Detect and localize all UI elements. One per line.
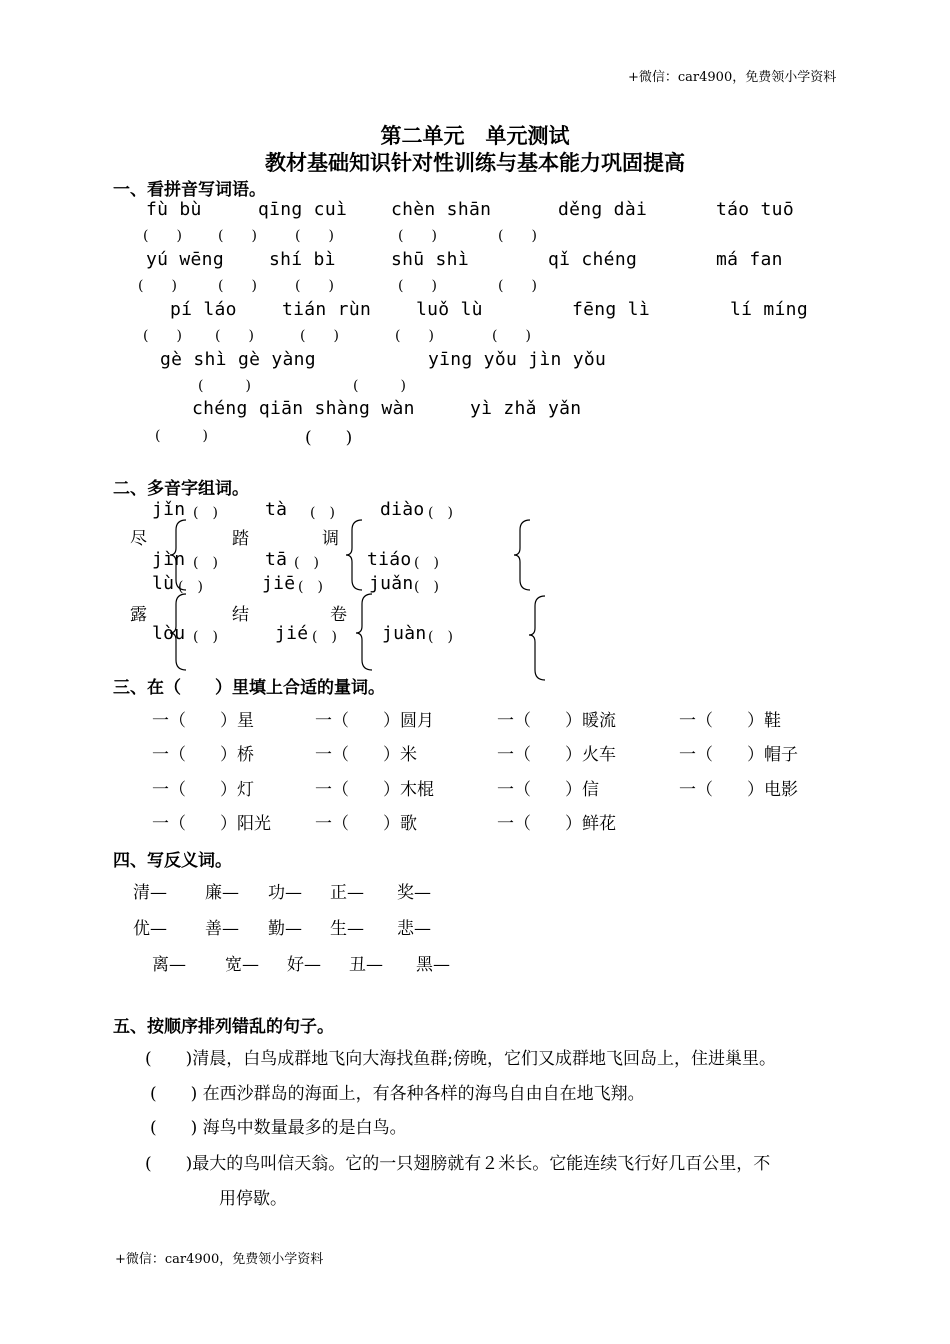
answer-blank[interactable]: ( ) (428, 629, 453, 645)
left-brace (356, 594, 372, 670)
polyphone-char: 调 (322, 529, 339, 549)
antonym-item: 离— (152, 955, 186, 975)
answer-blank[interactable]: ( ) (395, 328, 434, 344)
measure-item: 一（ ）帽子 (679, 745, 798, 765)
antonym-item: 善— (205, 919, 239, 939)
reading: jiē (262, 573, 296, 594)
answer-blank[interactable]: ( ) (498, 278, 537, 294)
sentence: ( ) 在西沙群岛的海面上，有各种各样的海鸟自由自在地飞翔。 (150, 1084, 645, 1104)
polyphone-char: 卷 (330, 605, 347, 625)
left-brace (346, 520, 362, 590)
measure-item: 一（ ）木棍 (315, 780, 434, 800)
antonym-item: 生— (330, 919, 364, 939)
antonym-item: 悲— (397, 919, 431, 939)
pinyin: yì zhǎ yǎn (470, 398, 582, 419)
section-2-heading: 二、多音字组词。 (113, 479, 249, 499)
pinyin: fù bù (146, 199, 202, 220)
answer-blank[interactable]: ( ) (414, 579, 439, 595)
answer-blank[interactable]: ( ) (398, 278, 437, 294)
answer-blank[interactable]: ( ) (193, 629, 218, 645)
section-1-heading: 一、看拼音写词语。 (113, 180, 266, 200)
pinyin: lí míng (730, 299, 808, 320)
polyphone-char: 结 (232, 605, 249, 625)
answer-blank[interactable]: ( ) (498, 228, 537, 244)
answer-blank[interactable]: ( ) (193, 555, 218, 571)
answer-blank[interactable]: ( ) (492, 328, 531, 344)
pinyin: qīng cuì (258, 199, 348, 220)
measure-item: 一（ ）暖流 (497, 711, 616, 731)
reading: jìn (152, 549, 186, 570)
measure-item: 一（ ）圆月 (315, 711, 434, 731)
sentence: ( )最大的鸟叫信天翁。它的一只翅膀就有２米长。它能连续飞行好几百公里，不 (145, 1154, 771, 1174)
reading: lòu (152, 623, 186, 644)
measure-item: 一（ ）信 (497, 780, 599, 800)
reading: jié (275, 623, 309, 644)
answer-blank[interactable]: ( ) (198, 378, 251, 394)
left-brace (529, 596, 545, 680)
answer-blank[interactable]: ( ) (312, 629, 337, 645)
page-subtitle: 教材基础知识针对性训练与基本能力巩固提高 (265, 150, 685, 175)
answer-blank[interactable]: ( ) (398, 228, 437, 244)
reading: jǐn (152, 499, 186, 520)
left-brace (170, 594, 186, 670)
measure-item: 一（ ）鲜花 (497, 814, 616, 834)
answer-blank[interactable]: ( ) (178, 579, 203, 595)
antonym-item: 黑— (416, 955, 450, 975)
measure-item: 一（ ）电影 (679, 780, 798, 800)
header-note: +微信：car4900，免费领小学资料 (628, 70, 837, 85)
answer-blank[interactable]: ( ) (300, 328, 339, 344)
answer-blank[interactable]: ( ) (428, 505, 453, 521)
answer-blank[interactable]: ( ) (310, 505, 335, 521)
pinyin: luǒ lù (416, 299, 483, 320)
reading: juǎn (369, 573, 414, 594)
sentence: 用停歇。 (219, 1189, 287, 1209)
pinyin: shū shì (391, 249, 469, 270)
answer-blank[interactable]: ( ) (295, 278, 334, 294)
section-5-heading: 五、按顺序排列错乱的句子。 (113, 1017, 334, 1037)
polyphone-char: 尽 (130, 529, 147, 549)
antonym-item: 廉— (205, 883, 239, 903)
answer-blank[interactable]: ( ) (143, 328, 182, 344)
pinyin: gè shì gè yàng (160, 349, 316, 370)
measure-item: 一（ ）鞋 (679, 711, 781, 731)
pinyin: táo tuō (716, 199, 794, 220)
measure-item: 一（ ）米 (315, 745, 417, 765)
pinyin: děng dài (558, 199, 648, 220)
pinyin: fēng lì (572, 299, 650, 320)
antonym-item: 好— (287, 955, 321, 975)
pinyin: chèn shān (391, 199, 492, 220)
pinyin: tián rùn (282, 299, 372, 320)
sentence: ( )清晨，白鸟成群地飞向大海找鱼群;傍晚，它们又成群地飞回岛上，住进巢里。 (145, 1049, 776, 1069)
answer-blank[interactable]: ( ) (305, 428, 353, 448)
pinyin: qǐ chéng (548, 249, 638, 270)
antonym-item: 正— (330, 883, 364, 903)
answer-blank[interactable]: ( ) (414, 555, 439, 571)
polyphone-char: 踏 (232, 529, 249, 549)
section-4-heading: 四、写反义词。 (113, 851, 232, 871)
answer-blank[interactable]: ( ) (294, 555, 319, 571)
antonym-item: 勤— (268, 919, 302, 939)
pinyin: yú wēng (146, 249, 224, 270)
answer-blank[interactable]: ( ) (218, 278, 257, 294)
antonym-item: 宽— (225, 955, 259, 975)
polyphone-char: 露 (130, 605, 147, 625)
answer-blank[interactable]: ( ) (295, 228, 334, 244)
pinyin: pí láo (170, 299, 237, 320)
reading: diào (380, 499, 425, 520)
left-brace (514, 520, 530, 590)
pinyin: má fan (716, 249, 783, 270)
answer-blank[interactable]: ( ) (218, 228, 257, 244)
measure-item: 一（ ）桥 (152, 745, 254, 765)
reading: tà (265, 499, 288, 520)
answer-blank[interactable]: ( ) (215, 328, 254, 344)
answer-blank[interactable]: ( ) (193, 505, 218, 521)
reading: lù (152, 573, 175, 594)
measure-item: 一（ ）阳光 (152, 814, 271, 834)
answer-blank[interactable]: ( ) (143, 228, 182, 244)
measure-item: 一（ ）星 (152, 711, 254, 731)
reading: tiáo (367, 549, 412, 570)
measure-item: 一（ ）灯 (152, 780, 254, 800)
left-brace (170, 520, 186, 590)
pinyin: yīng yǒu jìn yǒu (428, 349, 607, 370)
antonym-item: 优— (133, 919, 167, 939)
measure-item: 一（ ）歌 (315, 814, 417, 834)
footer-note: +微信：car4900，免费领小学资料 (115, 1252, 324, 1267)
antonym-item: 丑— (349, 955, 383, 975)
antonym-item: 功— (268, 883, 302, 903)
antonym-item: 奖— (397, 883, 431, 903)
sentence: ( ) 海鸟中数量最多的是白鸟。 (150, 1118, 407, 1138)
measure-item: 一（ ）火车 (497, 745, 616, 765)
answer-blank[interactable]: ( ) (353, 378, 406, 394)
answer-blank[interactable]: ( ) (155, 428, 208, 444)
antonym-item: 清— (133, 883, 167, 903)
reading: tā (265, 549, 288, 570)
answer-blank[interactable]: ( ) (138, 278, 177, 294)
page-title: 第二单元 单元测试 (380, 123, 570, 148)
section-3-heading: 三、在（ ）里填上合适的量词。 (113, 678, 385, 698)
pinyin: chéng qiān shàng wàn (192, 398, 415, 419)
reading: juàn (382, 623, 427, 644)
pinyin: shí bì (269, 249, 336, 270)
answer-blank[interactable]: ( ) (298, 579, 323, 595)
